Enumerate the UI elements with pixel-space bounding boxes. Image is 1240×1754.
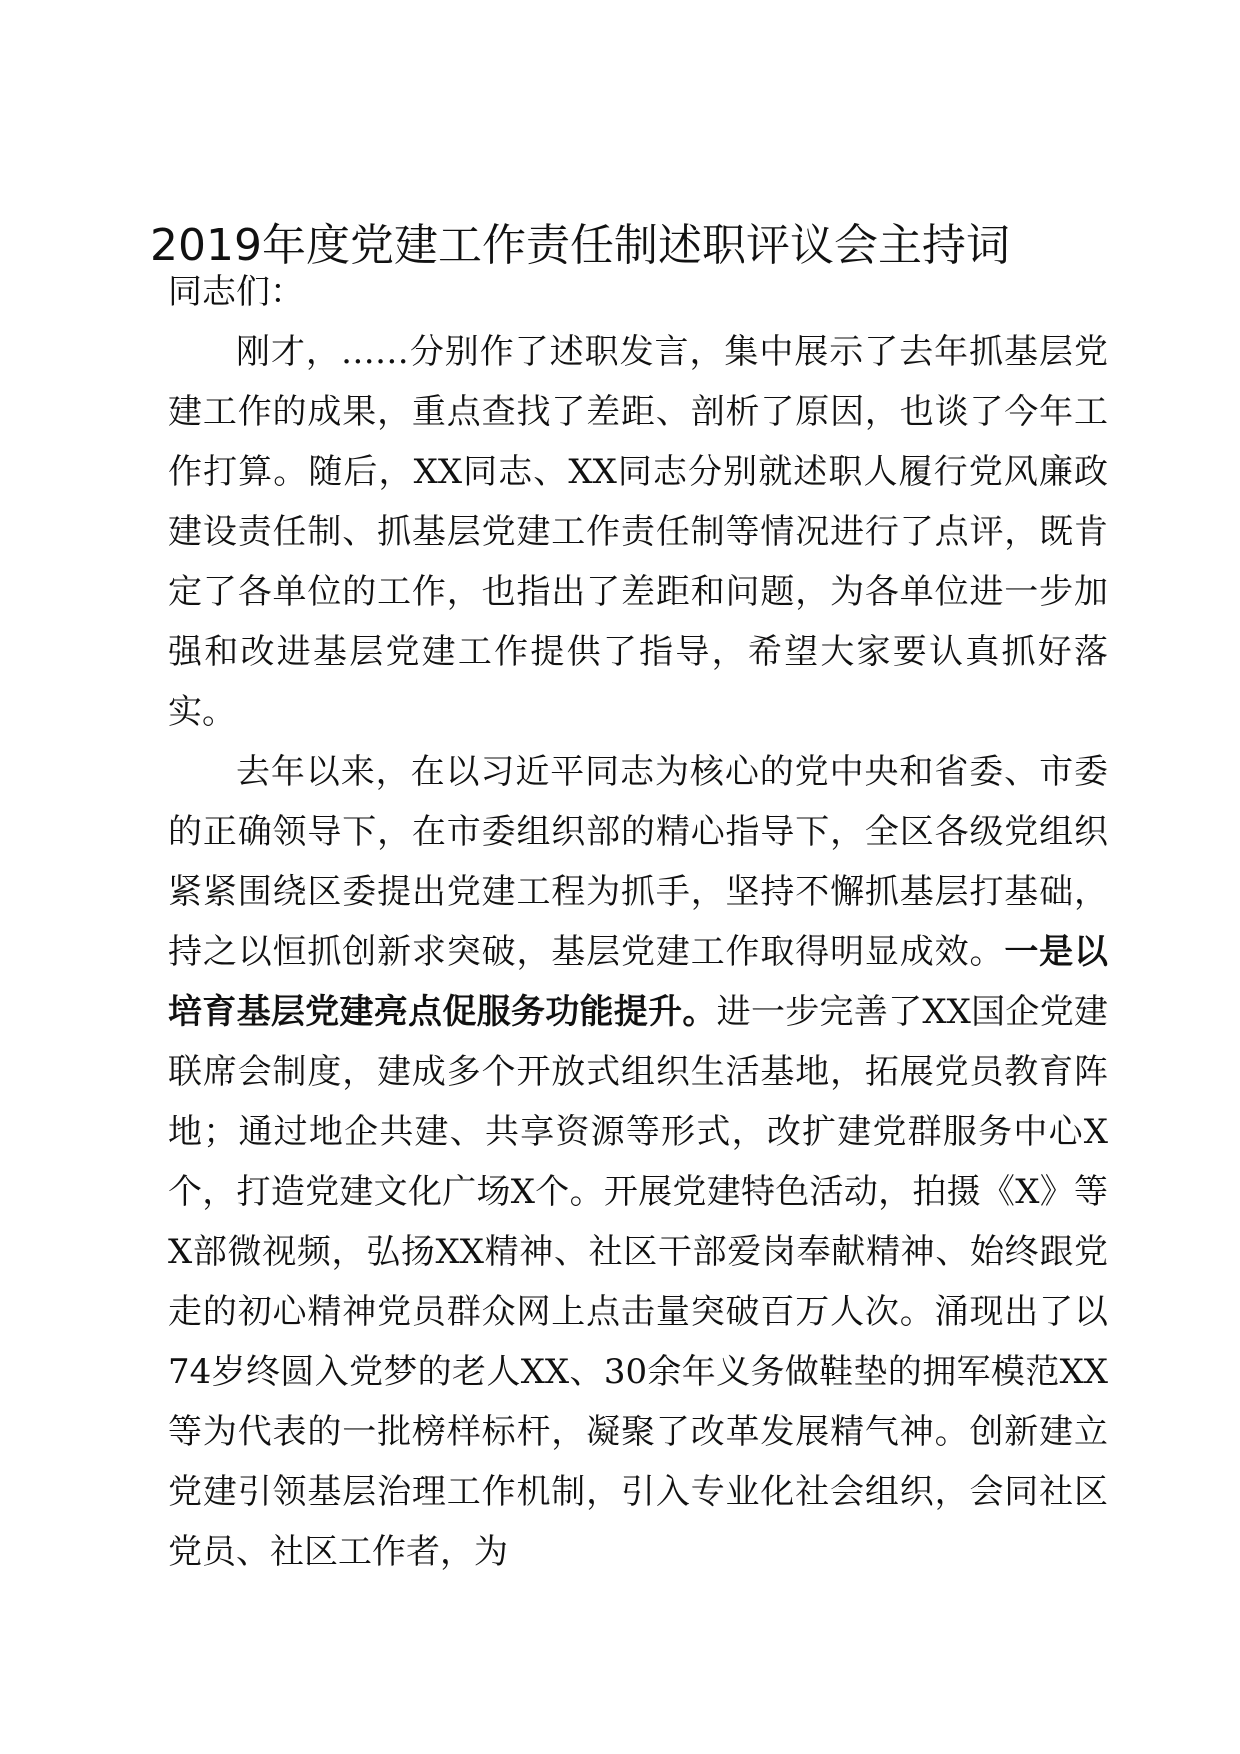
document-body bbox=[168, 262, 1108, 1582]
paragraph-2-rest: 进一步完善了XX国企党建联席会制度，建成多个开放式组织生活基地，拓展党员教育阵地；通过地企共建、共享资源等形式，改扩建党群服务中心X个，打造党建文化广场X个。开展党建特色活动，拍摄《X》等X部微视频，弘扬XX精神、社区干部爱岗奉献精神、始终跟党走的初心精神党员群众网上点击量突破百万人次。涌现出了以74岁终圆入党梦的老人XX、30余年义务做鞋垫的拥军模范XX等为代表的一批榜样标杆，凝聚了改革发展精气神。创新建立党建引领基层治理工作机制，引入专业化社会组织，会同社区党员、社区工作者，为 bbox=[168, 992, 1108, 1572]
paragraph-2-lead: 去年以来，在以习近平同志为核心的党中央和省委、市委的正确领导下，在市委组织部的精心指导下，全区各级党组织紧紧围绕区委提出党建工程为抓手，坚持不懈抓基层打基础，持之以恒抓创新求突破，基层党建工作取得明显成效。 bbox=[168, 752, 1108, 972]
paragraph-1: 刚才，……分别作了述职发言，集中展示了去年抓基层党建工作的成果，重点查找了差距、剖析了原因，也谈了今年工作打算。随后，XX同志、XX同志分别就述职人履行党风廉政建设责任制、抓基层党建工作责任制等情况进行了点评，既肯定了各单位的工作，也指出了差距和问题，为各单位进一步加强和改进基层党建工作提供了指导，希望大家要认真抓好落实。 bbox=[168, 332, 1108, 732]
salutation: 同志们： bbox=[168, 272, 304, 312]
paragraph-2-highlight: 一是以培育基层党建亮点促服务功能提升。 bbox=[168, 932, 1109, 1032]
document-title: 2019年度党建工作责任制述职评议会主持词 bbox=[150, 220, 1010, 271]
paragraph-2 bbox=[168, 742, 1108, 1582]
